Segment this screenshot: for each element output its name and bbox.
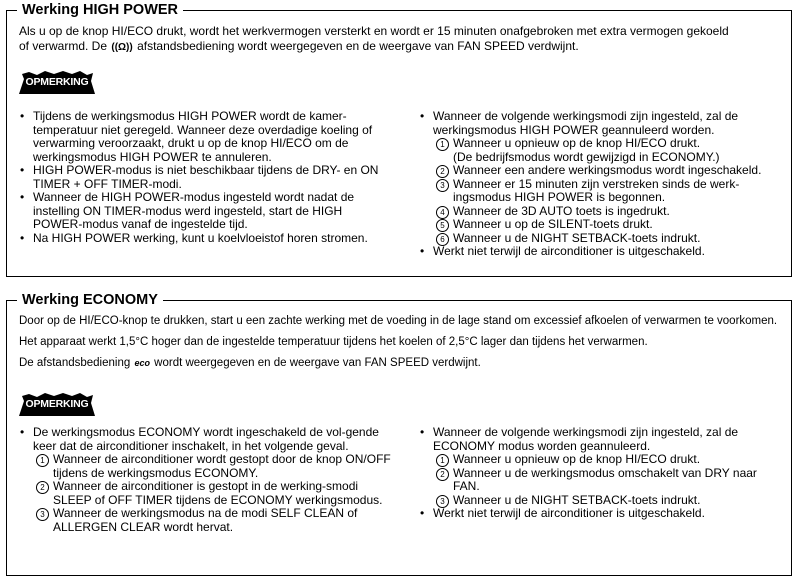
- note-badge: OPMERKING: [19, 393, 95, 417]
- note-item: • Werkt niet terwijl de airconditioner is uitgeschakeld.: [417, 507, 785, 521]
- numbered-item: 3 Wanneer u de NIGHT SETBACK-toets indrukt.: [433, 494, 785, 508]
- numbered-item: 2 Wanneer de airconditioner is gestopt in de werking-smodi SLEEP of OFF TIMER tijdens de ECONOMY werkingsmodus.: [33, 480, 391, 507]
- notes-left-column: [17, 426, 391, 534]
- note-item: • Wanneer de volgende werkingsmodi zijn ingesteld, zal de ECONOMY modus worden geannuleerd. 1 Wanneer u opnieuw op de knop HI/ECO drukt. 2 Wanneer u de werkingsmodus omschakelt van DRY naar FAN. 3 Wanneer u de NIGHT SETBACK-toets indrukt.: [417, 426, 785, 507]
- circled-number: 2: [436, 165, 449, 178]
- section-high-power: [6, 2, 792, 277]
- intro-line-1: Als u op de knop HI/ECO drukt, wordt het werkvermogen versterkt en wordt er 15 minuten onafgebroken met extra vermogen gekoeld: [19, 24, 729, 38]
- section-title-economy: Werking ECONOMY: [17, 291, 163, 309]
- eco-icon: eco: [134, 358, 150, 368]
- note-item: • HIGH POWER-modus is niet beschikbaar tijdens de DRY- en ON TIMER + OFF TIMER-modi.: [17, 164, 391, 191]
- note-item: • Wanneer de volgende werkingsmodi zijn ingesteld, zal de werkingsmodus HIGH POWER geannuleerd worden. 1 Wanneer u opnieuw op de knop HI/ECO drukt. (De bedrijfsmodus wordt gewijzigd in ECONOMY.) 2 Wanneer een andere werkingsmodus wordt ingeschakeld. 3 Wanneer er 15 minuten zijn verstreken sinds de werk-ingsmodus HIGH POWER is begonnen. 4 Wanneer de 3D AUTO toets is ingedrukt. 5 Wanneer u op de SILENT-toets drukt. 6 Wanneer u de NIGHT SETBACK-toets indrukt.: [417, 110, 785, 245]
- numbered-item: 6 Wanneer u de NIGHT SETBACK-toets indrukt.: [433, 232, 785, 246]
- note-item: • Wanneer de HIGH POWER-modus ingesteld wordt nadat de instelling ON TIMER-modus werd ingesteld, start de HIGH POWER-modus vanaf de ingestelde tijd.: [17, 191, 391, 232]
- notes-right-column: [417, 110, 785, 259]
- circled-number: 1: [436, 138, 449, 151]
- section-economy: [6, 292, 792, 576]
- note-item: • Na HIGH POWER werking, kunt u koelvloeistof horen stromen.: [17, 232, 391, 246]
- intro-line-3: De afstandsbediening eco wordt weergegeven en de weergave van FAN SPEED verdwijnt.: [19, 357, 481, 369]
- numbered-item: 2 Wanneer u de werkingsmodus omschakelt van DRY naar FAN.: [433, 467, 785, 494]
- notes-right-column: [417, 426, 785, 521]
- note-item: • Tijdens de werkingsmodus HIGH POWER wordt de kamer-temperatuur niet geregeld. Wanneer deze overdadige koeling of verwarming veroorzaakt, drukt u op de knop HI/ECO om de werkingsmodus HIGH POWER te annuleren.: [17, 110, 391, 164]
- notes-left-column: [17, 110, 391, 245]
- numbered-item: 3 Wanneer de werkingsmodus na de modi SELF CLEAN of ALLERGEN CLEAR wordt hervat.: [33, 507, 391, 534]
- numbered-item: 1 Wanneer u opnieuw op de knop HI/ECO drukt. (De bedrijfsmodus wordt gewijzigd in ECONOMY.): [433, 137, 785, 164]
- numbered-item: 2 Wanneer een andere werkingsmodus wordt ingeschakeld.: [433, 164, 785, 178]
- circled-number: 5: [436, 219, 449, 232]
- numbered-item: 4 Wanneer de 3D AUTO toets is ingedrukt.: [433, 205, 785, 219]
- note-badge: OPMERKING: [19, 71, 95, 95]
- intro-line-1: Door op de HI/ECO-knop te drukken, start u een zachte werking met de voeding in de lage stand om excessief afkoelen of verwarmen te voorkomen.: [19, 315, 778, 327]
- numbered-item: 1 Wanneer de airconditioner wordt gestopt door de knop ON/OFF tijdens de werkingsmodus ECONOMY.: [33, 453, 391, 480]
- circled-number: 2: [36, 481, 49, 494]
- numbered-item: 1 Wanneer u opnieuw op de knop HI/ECO drukt.: [433, 453, 785, 467]
- section-title-high-power: Werking HIGH POWER: [17, 1, 183, 19]
- circled-number: 4: [436, 206, 449, 219]
- circled-number: 3: [436, 495, 449, 508]
- numbered-item: 3 Wanneer er 15 minuten zijn verstreken sinds de werk-ingsmodus HIGH POWER is begonnen.: [433, 178, 785, 205]
- intro-line-2: Het apparaat werkt 1,5°C hoger dan de ingestelde temperatuur tijdens het koelen of 2,5°C lager dan tijdens het verwarmen.: [19, 336, 648, 348]
- intro-economy: [19, 314, 781, 371]
- note-item: • De werkingsmodus ECONOMY wordt ingeschakeld de vol-gende keer dat de airconditioner inschakelt, in het volgende geval. 1 Wanneer de airconditioner wordt gestopt door de knop ON/OFF tijdens de werkingsmodus ECONOMY. 2 Wanneer de airconditioner is gestopt in de werking-smodi SLEEP of OFF TIMER tijdens de ECONOMY werkingsmodus. 3 Wanneer de werkingsmodus na de modi SELF CLEAN of ALLERGEN CLEAR wordt hervat.: [17, 426, 391, 534]
- circled-number: 1: [436, 454, 449, 467]
- remote-signal-icon: ((Ω)): [111, 42, 133, 53]
- intro-line-2: of verwarmd. De ((Ω)) afstandsbediening wordt weergegeven en de weergave van FAN SPEED verdwijnt.: [19, 39, 579, 53]
- circled-number: 3: [36, 508, 49, 521]
- intro-high-power: [19, 24, 781, 55]
- circled-number: 2: [436, 468, 449, 481]
- circled-number: 6: [436, 233, 449, 246]
- circled-number: 3: [436, 179, 449, 192]
- circled-number: 1: [36, 454, 49, 467]
- note-item: • Werkt niet terwijl de airconditioner is uitgeschakeld.: [417, 245, 785, 259]
- numbered-item: 5 Wanneer u op de SILENT-toets drukt.: [433, 218, 785, 232]
